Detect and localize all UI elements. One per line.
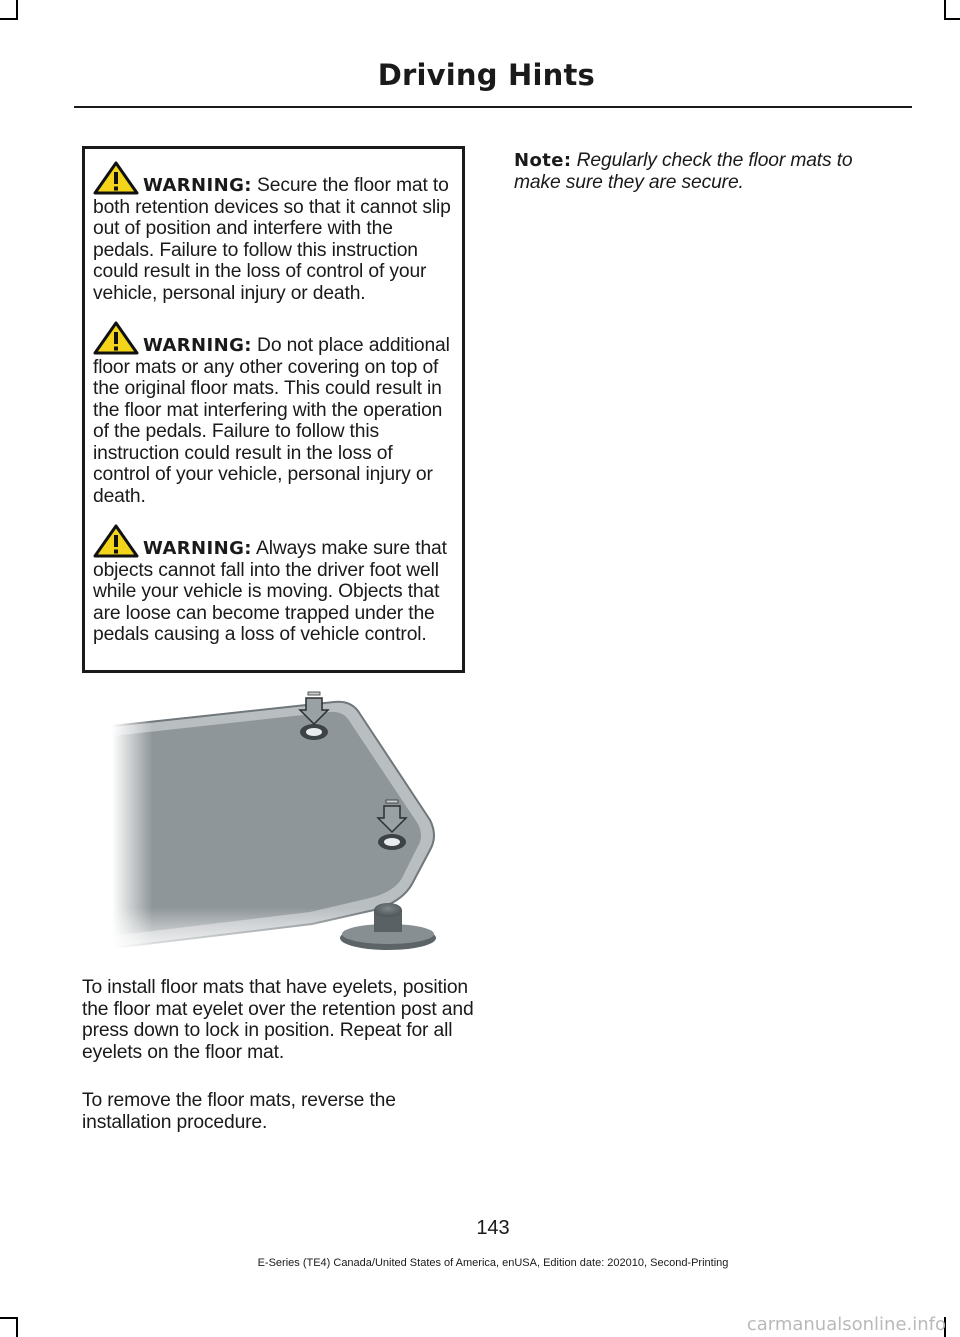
floor-mat-illustration	[112, 688, 448, 956]
warning-label: WARNING:	[143, 538, 252, 559]
warning-label: WARNING:	[143, 175, 252, 196]
warning-1	[93, 161, 454, 304]
warning-text: Secure the floor mat to both retention devices so that it cannot slip out of position and interfere with the pedals. Failure to follow this instruction could result in the loss of control of your vehicle, personal injury or death.	[93, 175, 451, 304]
watermark: carmanualsonline.info	[746, 1314, 946, 1335]
warning-triangle-icon	[93, 524, 139, 558]
note	[514, 150, 894, 193]
warning-triangle-icon	[93, 161, 139, 195]
crop-mark-top-right-vertical	[944, 0, 946, 20]
warning-3	[93, 524, 454, 646]
note-text: Regularly check the floor mats to make sure they are secure.	[514, 150, 853, 193]
removal-instructions: To remove the floor mats, reverse the installation procedure.	[82, 1090, 396, 1133]
crop-mark-bottom-left-vertical	[16, 1317, 18, 1337]
crop-mark-top-left-horizontal	[0, 18, 18, 20]
crop-mark-top-left-vertical	[16, 0, 18, 20]
warning-2	[93, 321, 454, 507]
warning-box	[82, 146, 465, 673]
edition-footer: E-Series (TE4) Canada/United States of America, enUSA, Edition date: 202010, Second-Printing	[257, 1257, 729, 1269]
install-instructions: To install floor mats that have eyelets, position the floor mat eyelet over the retention post and press down to lock in position. Repeat for all eyelets on the floor mat.	[82, 977, 474, 1063]
warning-label: WARNING:	[143, 335, 252, 356]
warning-text: Do not place additional floor mats or any other covering on top of the original floor mats. This could result in the floor mat interfering with the operation of the pedals. Failure to follow this instruction could result in the loss of control of your vehicle, personal injury or death.	[93, 335, 450, 507]
crop-mark-bottom-left-horizontal	[0, 1317, 18, 1319]
header-divider	[74, 106, 912, 108]
warning-triangle-icon	[93, 321, 139, 355]
page-number: 143	[476, 1217, 510, 1239]
page-title: Driving Hints	[377, 58, 595, 92]
crop-mark-top-right-horizontal	[944, 18, 960, 20]
note-label: Note:	[514, 150, 572, 171]
warning-text: Always make sure that objects cannot fall into the driver foot well while your vehicle is moving. Objects that are loose can become trapped under the pedals causing a loss of vehicle control.	[93, 538, 447, 645]
